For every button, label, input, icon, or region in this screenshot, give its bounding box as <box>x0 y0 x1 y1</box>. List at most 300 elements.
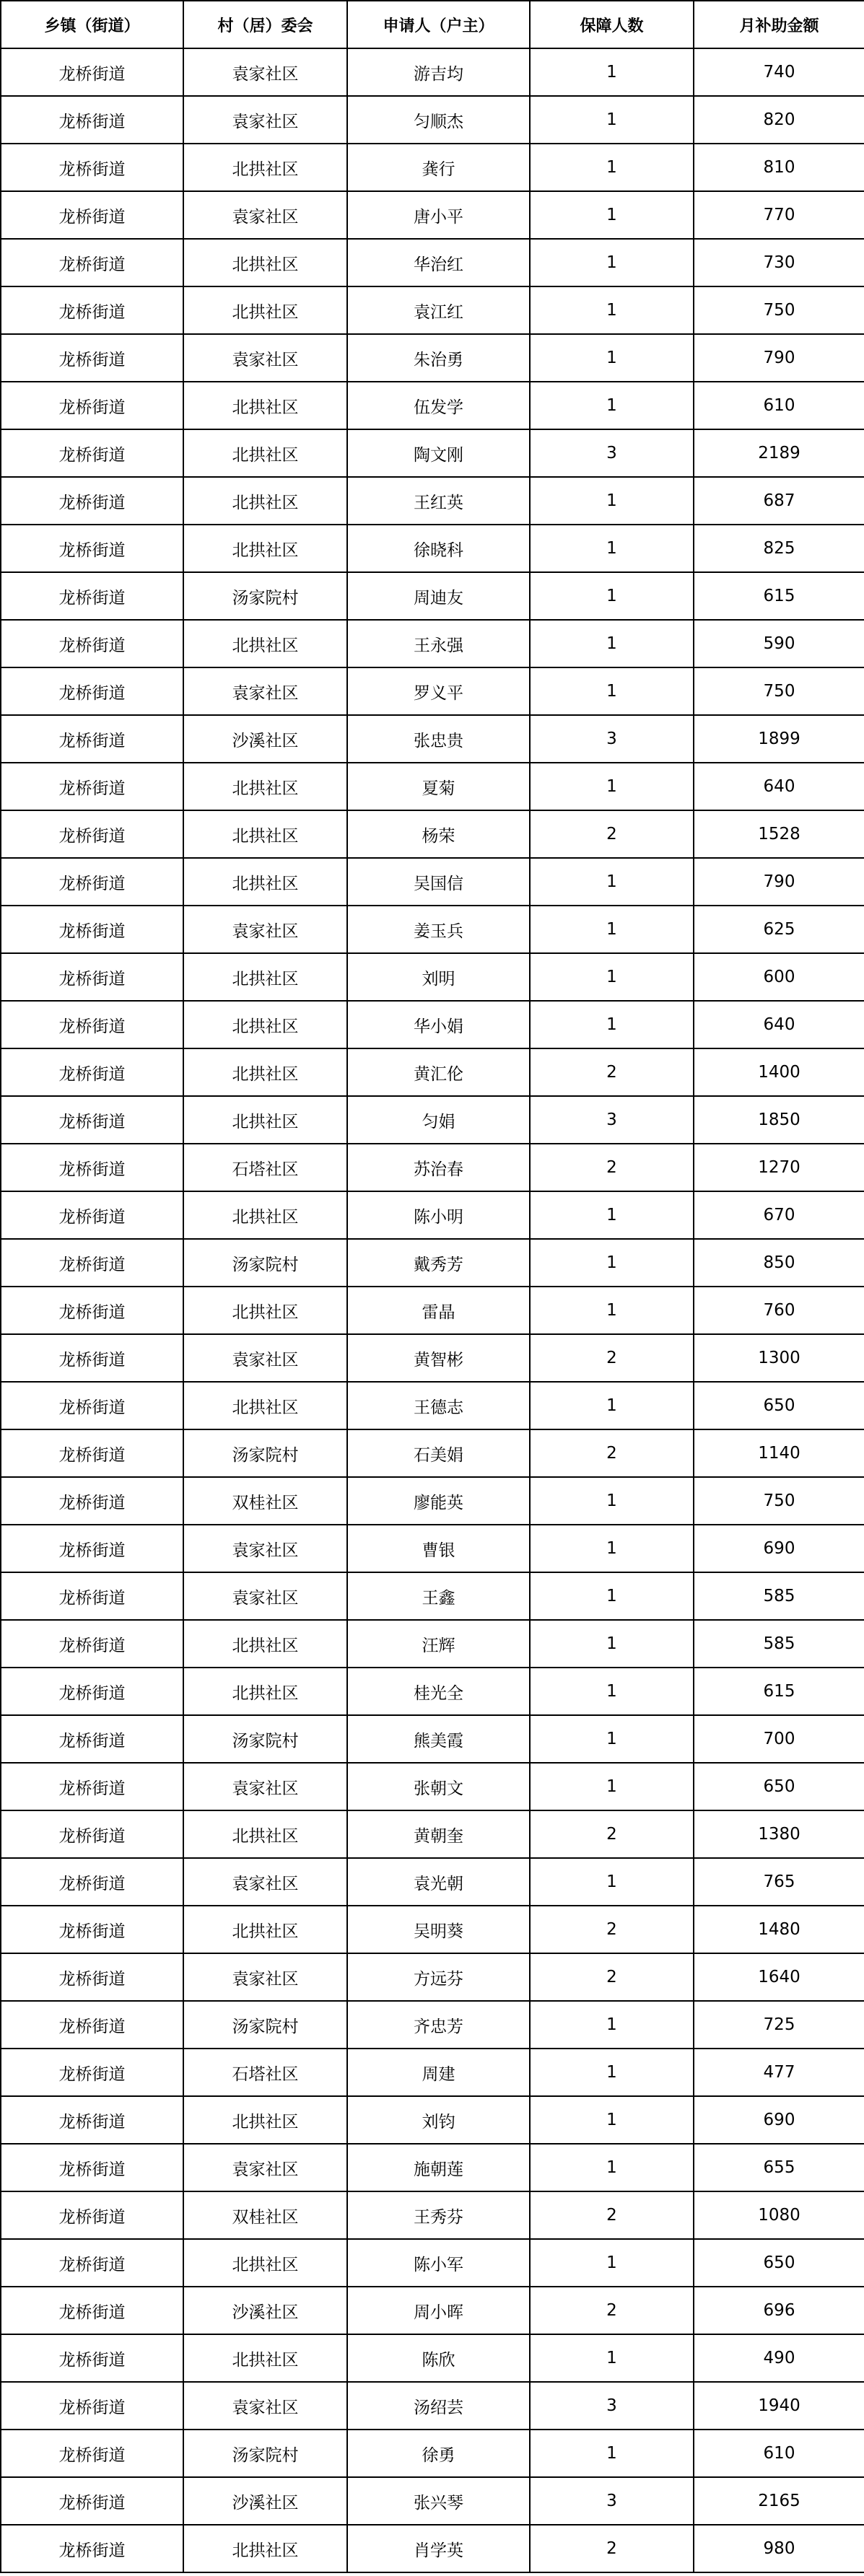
cell-monthly-amount: 760 <box>694 1287 864 1334</box>
cell-community: 汤家院村 <box>183 1715 347 1763</box>
cell-monthly-amount: 2165 <box>694 2477 864 2525</box>
cell-town: 龙桥街道 <box>1 2287 183 2334</box>
cell-town: 龙桥街道 <box>1 2477 183 2525</box>
cell-town: 龙桥街道 <box>1 572 183 620</box>
cell-applicant: 游吉均 <box>347 48 530 96</box>
cell-town: 龙桥街道 <box>1 1001 183 1048</box>
cell-applicant: 华治红 <box>347 239 530 286</box>
table-row <box>1 1382 864 1429</box>
cell-monthly-amount: 690 <box>694 1525 864 1572</box>
cell-town: 龙桥街道 <box>1 48 183 96</box>
cell-applicant: 汪辉 <box>347 1620 530 1668</box>
cell-community: 袁家社区 <box>183 2144 347 2191</box>
cell-town: 龙桥街道 <box>1 1048 183 1096</box>
cell-community: 北拱社区 <box>183 1191 347 1239</box>
cell-persons: 2 <box>530 1334 694 1382</box>
cell-applicant: 唐小平 <box>347 191 530 239</box>
cell-monthly-amount: 1528 <box>694 810 864 858</box>
cell-applicant: 吴国信 <box>347 858 530 906</box>
cell-community: 袁家社区 <box>183 1334 347 1382</box>
cell-persons: 2 <box>530 1810 694 1858</box>
cell-monthly-amount: 600 <box>694 953 864 1001</box>
cell-persons: 3 <box>530 715 694 763</box>
cell-persons: 3 <box>530 2477 694 2525</box>
cell-applicant: 施朝莲 <box>347 2144 530 2191</box>
table-row <box>1 1525 864 1572</box>
cell-town: 龙桥街道 <box>1 1477 183 1525</box>
table-row <box>1 2382 864 2430</box>
cell-persons: 1 <box>530 1191 694 1239</box>
cell-persons: 1 <box>530 2001 694 2049</box>
cell-monthly-amount: 590 <box>694 620 864 667</box>
cell-applicant: 陈小军 <box>347 2239 530 2287</box>
table-row <box>1 1858 864 1906</box>
cell-applicant: 雷晶 <box>347 1287 530 1334</box>
cell-applicant: 周迪友 <box>347 572 530 620</box>
cell-town: 龙桥街道 <box>1 1906 183 1953</box>
table-row <box>1 810 864 858</box>
cell-persons: 1 <box>530 2144 694 2191</box>
cell-monthly-amount: 790 <box>694 334 864 382</box>
cell-town: 龙桥街道 <box>1 1715 183 1763</box>
table-row <box>1 2430 864 2477</box>
cell-persons: 1 <box>530 1572 694 1620</box>
cell-monthly-amount: 696 <box>694 2287 864 2334</box>
cell-town: 龙桥街道 <box>1 144 183 191</box>
cell-persons: 1 <box>530 191 694 239</box>
cell-persons: 1 <box>530 620 694 667</box>
table-row <box>1 1239 864 1287</box>
table-row <box>1 953 864 1001</box>
table-row <box>1 286 864 334</box>
cell-monthly-amount: 825 <box>694 525 864 572</box>
cell-applicant: 吴明葵 <box>347 1906 530 1953</box>
cell-persons: 1 <box>530 382 694 429</box>
table-row <box>1 382 864 429</box>
cell-persons: 1 <box>530 1001 694 1048</box>
cell-persons: 1 <box>530 2239 694 2287</box>
cell-applicant: 姜玉兵 <box>347 906 530 953</box>
cell-persons: 1 <box>530 2334 694 2382</box>
cell-persons: 2 <box>530 810 694 858</box>
table-row <box>1 144 864 191</box>
table-row <box>1 334 864 382</box>
cell-monthly-amount: 650 <box>694 1382 864 1429</box>
cell-monthly-amount: 1270 <box>694 1144 864 1191</box>
cell-applicant: 王红英 <box>347 477 530 525</box>
cell-applicant: 张兴琴 <box>347 2477 530 2525</box>
cell-monthly-amount: 655 <box>694 2144 864 2191</box>
cell-applicant: 熊美霞 <box>347 1715 530 1763</box>
table-row <box>1 1763 864 1810</box>
cell-persons: 1 <box>530 2430 694 2477</box>
cell-persons: 1 <box>530 1763 694 1810</box>
table-row <box>1 572 864 620</box>
table-row <box>1 2001 864 2049</box>
cell-monthly-amount: 1080 <box>694 2191 864 2239</box>
cell-town: 龙桥街道 <box>1 1953 183 2001</box>
table-row <box>1 1144 864 1191</box>
cell-town: 龙桥街道 <box>1 429 183 477</box>
table-row <box>1 2239 864 2287</box>
cell-monthly-amount: 850 <box>694 1239 864 1287</box>
cell-town: 龙桥街道 <box>1 477 183 525</box>
cell-persons: 2 <box>530 2191 694 2239</box>
cell-town: 龙桥街道 <box>1 1620 183 1668</box>
cell-persons: 2 <box>530 2287 694 2334</box>
cell-applicant: 华小娟 <box>347 1001 530 1048</box>
table-row <box>1 2287 864 2334</box>
cell-applicant: 陶文刚 <box>347 429 530 477</box>
cell-community: 北拱社区 <box>183 1048 347 1096</box>
cell-community: 汤家院村 <box>183 1239 347 1287</box>
cell-monthly-amount: 640 <box>694 1001 864 1048</box>
cell-community: 北拱社区 <box>183 1001 347 1048</box>
cell-monthly-amount: 610 <box>694 382 864 429</box>
cell-persons: 1 <box>530 96 694 144</box>
cell-persons: 2 <box>530 1906 694 1953</box>
cell-town: 龙桥街道 <box>1 2001 183 2049</box>
cell-persons: 1 <box>530 953 694 1001</box>
cell-applicant: 朱治勇 <box>347 334 530 382</box>
table-row <box>1 2334 864 2382</box>
cell-community: 北拱社区 <box>183 382 347 429</box>
table-body <box>1 48 864 2572</box>
cell-applicant: 苏治春 <box>347 1144 530 1191</box>
cell-community: 汤家院村 <box>183 1429 347 1477</box>
table-row <box>1 2144 864 2191</box>
cell-persons: 1 <box>530 1477 694 1525</box>
table-row <box>1 1572 864 1620</box>
column-header-persons: 保障人数 <box>530 1 694 48</box>
cell-community: 汤家院村 <box>183 2430 347 2477</box>
cell-monthly-amount: 615 <box>694 572 864 620</box>
cell-monthly-amount: 1850 <box>694 1096 864 1144</box>
cell-persons: 1 <box>530 334 694 382</box>
cell-community: 袁家社区 <box>183 667 347 715</box>
cell-town: 龙桥街道 <box>1 96 183 144</box>
cell-persons: 1 <box>530 1525 694 1572</box>
cell-persons: 2 <box>530 1429 694 1477</box>
cell-persons: 1 <box>530 1620 694 1668</box>
cell-monthly-amount: 1940 <box>694 2382 864 2430</box>
cell-monthly-amount: 820 <box>694 96 864 144</box>
table-row <box>1 1429 864 1477</box>
cell-monthly-amount: 1400 <box>694 1048 864 1096</box>
cell-monthly-amount: 585 <box>694 1620 864 1668</box>
cell-community: 北拱社区 <box>183 953 347 1001</box>
cell-town: 龙桥街道 <box>1 1858 183 1906</box>
cell-applicant: 齐忠芳 <box>347 2001 530 2049</box>
cell-monthly-amount: 687 <box>694 477 864 525</box>
cell-applicant: 夏菊 <box>347 763 530 810</box>
column-header-monthly-amount: 月补助金额 <box>694 1 864 48</box>
column-header-town: 乡镇（街道） <box>1 1 183 48</box>
table-row <box>1 667 864 715</box>
cell-town: 龙桥街道 <box>1 2096 183 2144</box>
table-row <box>1 1001 864 1048</box>
cell-community: 袁家社区 <box>183 1763 347 1810</box>
cell-applicant: 石美娟 <box>347 1429 530 1477</box>
cell-persons: 1 <box>530 2049 694 2096</box>
cell-town: 龙桥街道 <box>1 1287 183 1334</box>
cell-persons: 1 <box>530 763 694 810</box>
cell-applicant: 黄智彬 <box>347 1334 530 1382</box>
cell-persons: 1 <box>530 1668 694 1715</box>
table-row <box>1 2096 864 2144</box>
cell-applicant: 王永强 <box>347 620 530 667</box>
cell-town: 龙桥街道 <box>1 1763 183 1810</box>
cell-applicant: 王德志 <box>347 1382 530 1429</box>
cell-community: 北拱社区 <box>183 525 347 572</box>
cell-applicant: 陈小明 <box>347 1191 530 1239</box>
cell-monthly-amount: 477 <box>694 2049 864 2096</box>
cell-community: 袁家社区 <box>183 1858 347 1906</box>
table-row <box>1 1953 864 2001</box>
table-row <box>1 858 864 906</box>
cell-town: 龙桥街道 <box>1 1668 183 1715</box>
cell-persons: 1 <box>530 239 694 286</box>
cell-persons: 1 <box>530 48 694 96</box>
cell-community: 北拱社区 <box>183 239 347 286</box>
cell-persons: 1 <box>530 667 694 715</box>
cell-community: 袁家社区 <box>183 1953 347 2001</box>
cell-persons: 1 <box>530 477 694 525</box>
cell-town: 龙桥街道 <box>1 2430 183 2477</box>
cell-applicant: 匀娟 <box>347 1096 530 1144</box>
table-row <box>1 1096 864 1144</box>
cell-persons: 1 <box>530 144 694 191</box>
cell-applicant: 匀顺杰 <box>347 96 530 144</box>
cell-persons: 2 <box>530 1953 694 2001</box>
cell-persons: 3 <box>530 1096 694 1144</box>
table-row <box>1 2477 864 2525</box>
cell-town: 龙桥街道 <box>1 1429 183 1477</box>
cell-community: 北拱社区 <box>183 1810 347 1858</box>
cell-monthly-amount: 770 <box>694 191 864 239</box>
cell-applicant: 徐勇 <box>347 2430 530 2477</box>
cell-applicant: 周小晖 <box>347 2287 530 2334</box>
cell-applicant: 刘明 <box>347 953 530 1001</box>
table-row <box>1 1715 864 1763</box>
cell-applicant: 王鑫 <box>347 1572 530 1620</box>
cell-monthly-amount: 765 <box>694 1858 864 1906</box>
cell-community: 沙溪社区 <box>183 2477 347 2525</box>
cell-town: 龙桥街道 <box>1 906 183 953</box>
cell-community: 石塔社区 <box>183 2049 347 2096</box>
table-row <box>1 2049 864 2096</box>
cell-persons: 1 <box>530 1715 694 1763</box>
table-row <box>1 906 864 953</box>
table-row <box>1 715 864 763</box>
cell-monthly-amount: 700 <box>694 1715 864 1763</box>
cell-community: 袁家社区 <box>183 906 347 953</box>
cell-monthly-amount: 730 <box>694 239 864 286</box>
cell-community: 北拱社区 <box>183 429 347 477</box>
cell-town: 龙桥街道 <box>1 1239 183 1287</box>
cell-applicant: 张忠贵 <box>347 715 530 763</box>
cell-applicant: 张朝文 <box>347 1763 530 1810</box>
cell-town: 龙桥街道 <box>1 1810 183 1858</box>
cell-town: 龙桥街道 <box>1 1096 183 1144</box>
cell-town: 龙桥街道 <box>1 953 183 1001</box>
cell-applicant: 刘钧 <box>347 2096 530 2144</box>
cell-persons: 3 <box>530 2382 694 2430</box>
cell-community: 袁家社区 <box>183 191 347 239</box>
cell-community: 双桂社区 <box>183 1477 347 1525</box>
cell-town: 龙桥街道 <box>1 286 183 334</box>
cell-applicant: 肖学英 <box>347 2525 530 2572</box>
cell-community: 北拱社区 <box>183 2239 347 2287</box>
cell-monthly-amount: 790 <box>694 858 864 906</box>
cell-monthly-amount: 1140 <box>694 1429 864 1477</box>
cell-applicant: 周建 <box>347 2049 530 2096</box>
table-row <box>1 96 864 144</box>
cell-community: 石塔社区 <box>183 1144 347 1191</box>
cell-monthly-amount: 615 <box>694 1668 864 1715</box>
cell-persons: 1 <box>530 1287 694 1334</box>
cell-town: 龙桥街道 <box>1 667 183 715</box>
cell-community: 北拱社区 <box>183 2334 347 2382</box>
cell-applicant: 黄朝奎 <box>347 1810 530 1858</box>
cell-town: 龙桥街道 <box>1 1525 183 1572</box>
cell-community: 北拱社区 <box>183 1668 347 1715</box>
cell-applicant: 桂光全 <box>347 1668 530 1715</box>
cell-persons: 2 <box>530 1048 694 1096</box>
table-row <box>1 1906 864 1953</box>
cell-monthly-amount: 640 <box>694 763 864 810</box>
cell-monthly-amount: 650 <box>694 2239 864 2287</box>
cell-applicant: 方远芬 <box>347 1953 530 2001</box>
cell-monthly-amount: 650 <box>694 1763 864 1810</box>
cell-community: 汤家院村 <box>183 2001 347 2049</box>
cell-persons: 1 <box>530 1382 694 1429</box>
cell-community: 北拱社区 <box>183 858 347 906</box>
table-row <box>1 1287 864 1334</box>
cell-monthly-amount: 1640 <box>694 1953 864 2001</box>
cell-applicant: 罗义平 <box>347 667 530 715</box>
cell-town: 龙桥街道 <box>1 239 183 286</box>
cell-community: 袁家社区 <box>183 1525 347 1572</box>
cell-monthly-amount: 670 <box>694 1191 864 1239</box>
table-row <box>1 763 864 810</box>
cell-monthly-amount: 750 <box>694 286 864 334</box>
cell-community: 北拱社区 <box>183 620 347 667</box>
cell-monthly-amount: 2189 <box>694 429 864 477</box>
cell-monthly-amount: 490 <box>694 2334 864 2382</box>
cell-persons: 1 <box>530 572 694 620</box>
cell-town: 龙桥街道 <box>1 763 183 810</box>
table-row <box>1 191 864 239</box>
cell-community: 北拱社区 <box>183 1382 347 1429</box>
cell-community: 北拱社区 <box>183 477 347 525</box>
cell-community: 袁家社区 <box>183 48 347 96</box>
cell-community: 北拱社区 <box>183 1096 347 1144</box>
cell-community: 沙溪社区 <box>183 2287 347 2334</box>
cell-persons: 1 <box>530 286 694 334</box>
cell-applicant: 陈欣 <box>347 2334 530 2382</box>
table-row <box>1 1477 864 1525</box>
cell-town: 龙桥街道 <box>1 1191 183 1239</box>
cell-town: 龙桥街道 <box>1 1382 183 1429</box>
cell-monthly-amount: 1300 <box>694 1334 864 1382</box>
cell-community: 袁家社区 <box>183 2382 347 2430</box>
cell-community: 北拱社区 <box>183 810 347 858</box>
cell-community: 北拱社区 <box>183 1620 347 1668</box>
cell-applicant: 汤绍芸 <box>347 2382 530 2430</box>
cell-community: 袁家社区 <box>183 334 347 382</box>
cell-persons: 1 <box>530 858 694 906</box>
cell-monthly-amount: 1380 <box>694 1810 864 1858</box>
cell-applicant: 龚行 <box>347 144 530 191</box>
cell-persons: 1 <box>530 525 694 572</box>
cell-community: 北拱社区 <box>183 1287 347 1334</box>
table-row <box>1 48 864 96</box>
cell-applicant: 曹银 <box>347 1525 530 1572</box>
cell-monthly-amount: 610 <box>694 2430 864 2477</box>
cell-monthly-amount: 750 <box>694 1477 864 1525</box>
cell-community: 汤家院村 <box>183 572 347 620</box>
header-row <box>1 1 864 48</box>
cell-community: 袁家社区 <box>183 1572 347 1620</box>
cell-monthly-amount: 585 <box>694 1572 864 1620</box>
cell-town: 龙桥街道 <box>1 191 183 239</box>
column-header-community: 村（居）委会 <box>183 1 347 48</box>
table-row <box>1 525 864 572</box>
cell-town: 龙桥街道 <box>1 2239 183 2287</box>
cell-town: 龙桥街道 <box>1 2191 183 2239</box>
table-row <box>1 1191 864 1239</box>
cell-persons: 1 <box>530 1239 694 1287</box>
cell-applicant: 杨荣 <box>347 810 530 858</box>
cell-community: 袁家社区 <box>183 96 347 144</box>
cell-applicant: 王秀芬 <box>347 2191 530 2239</box>
cell-monthly-amount: 750 <box>694 667 864 715</box>
cell-town: 龙桥街道 <box>1 2382 183 2430</box>
table-row <box>1 620 864 667</box>
cell-town: 龙桥街道 <box>1 334 183 382</box>
cell-monthly-amount: 1480 <box>694 1906 864 1953</box>
cell-monthly-amount: 980 <box>694 2525 864 2572</box>
column-header-applicant: 申请人（户主） <box>347 1 530 48</box>
cell-community: 双桂社区 <box>183 2191 347 2239</box>
cell-monthly-amount: 1899 <box>694 715 864 763</box>
cell-monthly-amount: 625 <box>694 906 864 953</box>
cell-town: 龙桥街道 <box>1 382 183 429</box>
cell-town: 龙桥街道 <box>1 858 183 906</box>
cell-persons: 1 <box>530 1858 694 1906</box>
table-row <box>1 239 864 286</box>
cell-applicant: 廖能英 <box>347 1477 530 1525</box>
cell-town: 龙桥街道 <box>1 810 183 858</box>
cell-town: 龙桥街道 <box>1 1144 183 1191</box>
cell-applicant: 戴秀芳 <box>347 1239 530 1287</box>
table-row <box>1 1810 864 1858</box>
cell-community: 北拱社区 <box>183 2525 347 2572</box>
cell-persons: 1 <box>530 2096 694 2144</box>
cell-persons: 2 <box>530 2525 694 2572</box>
cell-persons: 1 <box>530 906 694 953</box>
cell-town: 龙桥街道 <box>1 1572 183 1620</box>
cell-community: 沙溪社区 <box>183 715 347 763</box>
cell-applicant: 黄汇伦 <box>347 1048 530 1096</box>
cell-applicant: 伍发学 <box>347 382 530 429</box>
cell-community: 北拱社区 <box>183 2096 347 2144</box>
table-row <box>1 1620 864 1668</box>
table-row <box>1 1668 864 1715</box>
cell-community: 北拱社区 <box>183 286 347 334</box>
table-row <box>1 477 864 525</box>
